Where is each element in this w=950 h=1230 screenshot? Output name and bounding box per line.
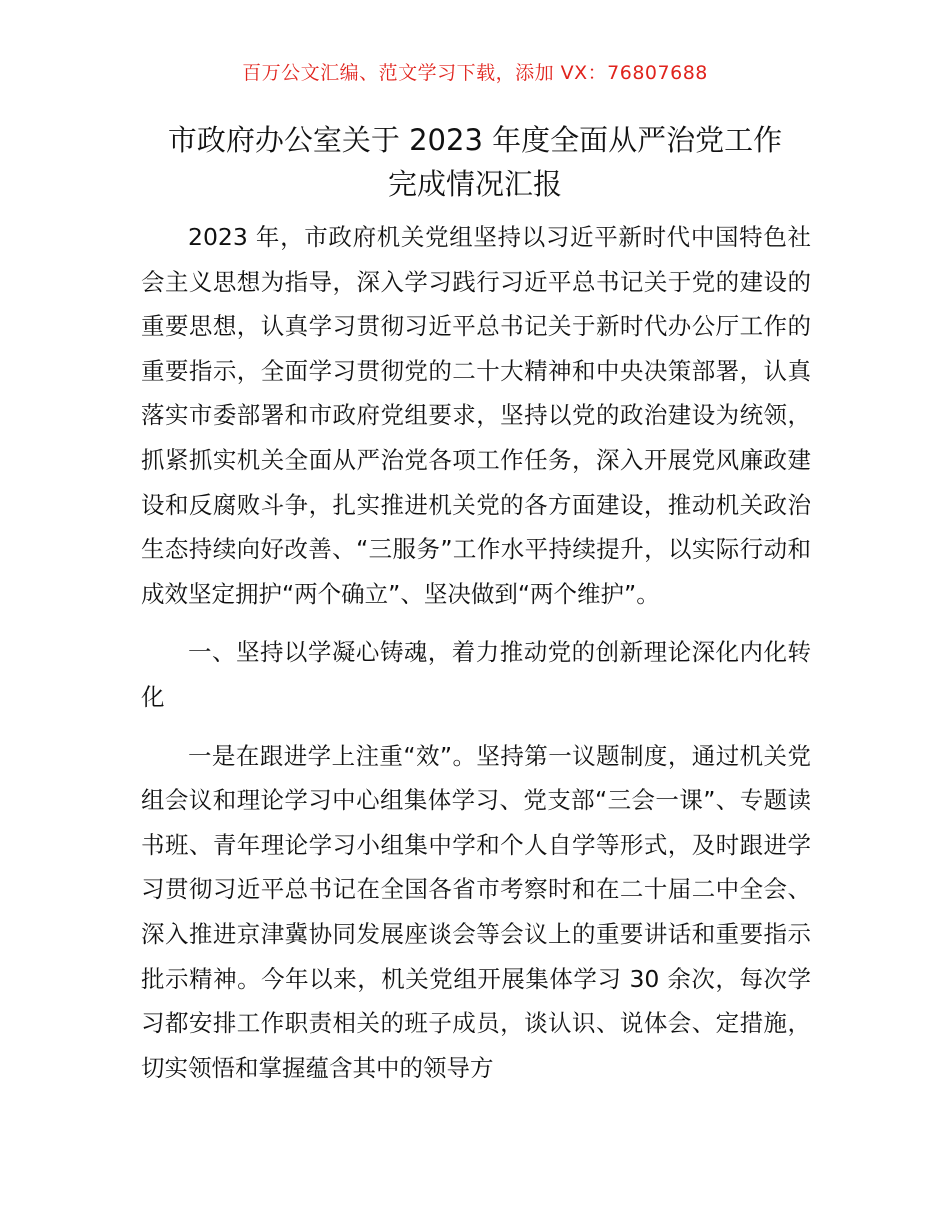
section-heading-1: 一、坚持以学凝心铸魂，着力推动党的创新理论深化内化转化: [141, 638, 811, 711]
title-line-1: 市政府办公室关于 2023 年度全面从严治党工作: [167, 123, 783, 157]
title-line-2: 完成情况汇报: [387, 167, 562, 201]
paragraph-point-1: 一是在跟进学上注重“效”。坚持第一议题制度，通过机关党组会议和理论学习中心组集体学习、党支部“三会一课”、专题读书班、青年理论学习小组集中学和个人自学等形式，及时跟进学习贯彻习近平总书记在全国各省市考察时和在二十届二中全会、深入推进京津冀协同发展座谈会等会议上的重要讲话和重要指示批示精神。今年以来，机关党组开展集体学习 30 余次，每次学习都安排工作职责相关的班子成员，谈认识、说体会、定措施，切实领悟和掌握蕴含其中的领导方: [141, 741, 811, 1082]
paragraph-intro: 2023 年，市政府机关党组坚持以习近平新时代中国特色社会主义思想为指导，深入学习践行习近平总书记关于党的建设的重要思想，认真学习贯彻习近平总书记关于新时代办公厅工作的重要指示，全面学习贯彻党的二十大精神和中央决策部署，认真落实市委部署和市政府党组要求，坚持以党的政治建设为统领，抓紧抓实机关全面从严治党各项工作任务，深入开展党风廉政建设和反腐败斗争，扎实推进机关党的各方面建设，推动机关政治生态持续向好改善、“三服务”工作水平持续提升，以实际行动和成效坚定拥护“两个确立”、坚决做到“两个维护”。: [141, 223, 811, 608]
document-title: [100, 118, 850, 206]
header-watermark-note: 百万公文汇编、范文学习下载，添加 VX：76807688: [242, 62, 708, 84]
document-body: [141, 215, 811, 1090]
